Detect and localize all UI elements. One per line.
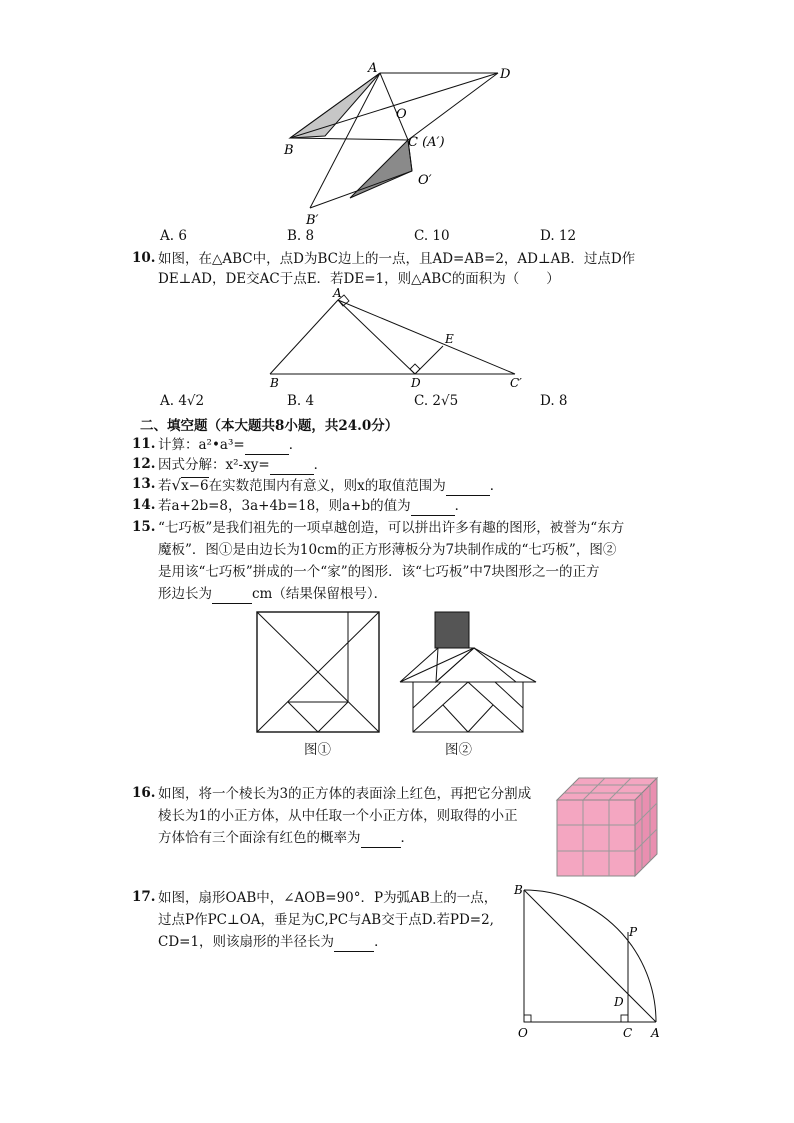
q9-option-b[interactable]: B. 8 [287, 228, 315, 244]
section-title: 二、填空题（本大题共8小题，共24.0分） [140, 418, 399, 434]
label-D: D [614, 995, 624, 1009]
painted-cube-figure [555, 776, 661, 878]
right-angle-D [410, 364, 420, 374]
q9-option-c[interactable]: C. 10 [414, 228, 450, 244]
q17-line3-text: CD=1，则该扇形的半径长为 [158, 934, 335, 950]
q15-line4a: 形边长为 [158, 586, 212, 602]
right-angle-O [524, 1015, 531, 1022]
line-AB [270, 300, 338, 374]
q12-blank[interactable] [270, 456, 314, 475]
small-tri-left [288, 702, 318, 732]
q14-text: 若a+2b=8，3a+4b=18，则a+b的值为 [158, 498, 411, 514]
q12-line [158, 456, 327, 475]
q17-end: ． [374, 934, 388, 950]
q16-line2: 棱长为1的小正方体，从中任取一个小正方体，则取得的小正 [158, 808, 518, 824]
q11-number: 11. [132, 436, 156, 452]
roof-right [436, 648, 536, 682]
line-AD [338, 300, 415, 374]
q16-line3 [158, 829, 414, 848]
q15-line4 [158, 585, 387, 604]
q10-option-b[interactable]: B. 4 [287, 393, 315, 409]
q15-line2: 魔板”．图①是由边长为10cm的正方形薄板分为7块制作成的“七巧板”，图② [158, 542, 617, 558]
line-BD [290, 73, 498, 138]
q13-end: ． [489, 478, 504, 494]
q16-line3-text: 方体恰有三个面涂有红色的概率为 [158, 830, 361, 846]
q17-number: 17. [132, 889, 156, 905]
q10-option-c[interactable]: C. 2√5 [414, 393, 459, 409]
q16-end: ． [400, 830, 414, 846]
shaded-triangle-bottom [350, 140, 412, 198]
q13-post: 在实数范围内有意义，则x的取值范围为 [208, 478, 446, 494]
q13-blank[interactable] [446, 477, 490, 496]
label-B: B [270, 376, 279, 390]
sector-figure [508, 880, 668, 1042]
q9-option-a[interactable]: A. 6 [160, 228, 187, 244]
q17-blank[interactable] [334, 933, 374, 952]
q17-line2: 过点P作PC⊥OA，垂足为C,PC与AB交于点D.若PD=2, [158, 912, 494, 928]
q11-blank[interactable] [245, 436, 289, 455]
q15-line3: 是用该“七巧板”拼成的一个“家”的图形．该“七巧板”中7块图形之一的正方 [158, 564, 600, 580]
q10-line1: 如图，在△ABC中，点D为BC边上的一点，且AD=AB=2，AD⊥AB．过点D作 [158, 251, 636, 267]
label-O: O [396, 107, 407, 122]
q16-number: 16. [132, 785, 156, 801]
tangram-square-figure [255, 610, 383, 734]
q17-line1: 如图，扇形OAB中，∠AOB=90°．P为弧AB上的一点， [158, 890, 498, 906]
q15-line4b: cm（结果保留根号）． [252, 586, 388, 602]
label-C: C (A′) [408, 135, 445, 150]
label-C: C [623, 1026, 633, 1040]
line-AB [290, 73, 380, 138]
q10-option-a[interactable]: A. 4√2 [160, 393, 205, 409]
q10-option-d[interactable]: D. 8 [540, 393, 568, 409]
label-A: A [368, 61, 378, 76]
q15-number: 15. [132, 519, 156, 535]
q11-text: 计算：a²•a³= [158, 437, 245, 453]
label-D: D [411, 376, 421, 390]
label-B: B [284, 143, 294, 158]
q16-line1: 如图，将一个棱长为3的正方体的表面涂上红色，再把它分割成 [158, 786, 532, 802]
q15-blank[interactable] [212, 585, 252, 604]
q11-end: ． [288, 437, 303, 453]
chimney-square [435, 612, 469, 648]
q9-option-d[interactable]: D. 12 [540, 228, 577, 244]
q17-line3 [158, 933, 388, 952]
label-P: P [629, 925, 638, 939]
q13-number: 13. [132, 476, 156, 492]
q10-line2: DE⊥AD，DE交AC于点E．若DE=1，则△ABC的面积为（ ） [158, 271, 560, 287]
rhombus-rotation-figure [270, 58, 540, 228]
q14-end: ． [454, 498, 469, 514]
q12-end: ． [313, 457, 328, 473]
q11-line [158, 436, 302, 455]
caption-figure-2: 图② [445, 742, 472, 758]
q13-line [158, 476, 503, 496]
label-A: A [333, 286, 342, 300]
label-E: E [445, 332, 454, 346]
tangram-house-figure [398, 608, 538, 736]
chord-AB [524, 890, 656, 1022]
right-angle-C [621, 1015, 628, 1022]
triangle-abc-figure [260, 286, 530, 390]
cube-front-face [557, 800, 635, 876]
q10-number: 10. [132, 250, 156, 266]
label-C: C′ [510, 376, 522, 390]
sqrt-sign-icon: √ [171, 476, 182, 494]
q14-number: 14. [132, 497, 156, 513]
small-tri-right [318, 702, 348, 732]
q12-number: 12. [132, 456, 156, 472]
q13-pre: 若 [158, 478, 172, 494]
q14-line [158, 497, 468, 516]
q12-text: 因式分解：x²-xy= [158, 457, 270, 473]
q14-blank[interactable] [411, 497, 455, 516]
line-BC [290, 138, 408, 140]
label-O2: O′ [418, 173, 432, 188]
label-B2: B′ [306, 213, 319, 228]
label-O: O [518, 1026, 528, 1040]
line-DC [408, 73, 498, 140]
caption-figure-1: 图① [304, 742, 331, 758]
label-B: B [514, 883, 523, 897]
label-A: A [651, 1026, 660, 1040]
q15-line1: “七巧板”是我们祖先的一项卓越创造，可以拼出许多有趣的图形，被誉为“东方 [158, 520, 625, 536]
q13-radicand: x−6 [181, 478, 209, 494]
line-B2O2 [310, 171, 412, 208]
label-D: D [500, 67, 511, 82]
q16-blank[interactable] [361, 829, 401, 848]
house-body [413, 682, 523, 732]
